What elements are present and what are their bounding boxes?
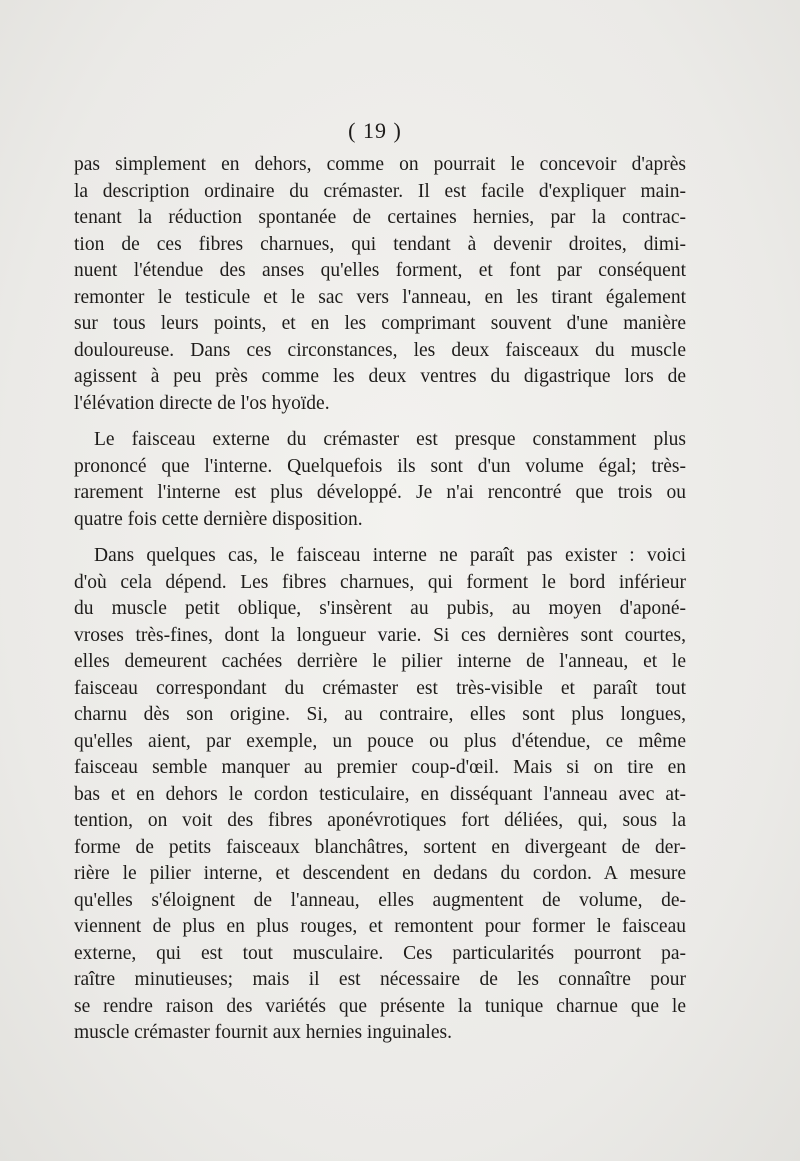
text-line: charnu dès son origine. Si, au contraire, elles sont plus longues, xyxy=(74,704,686,725)
text-line: sur tous leurs points, et en les comprimant souvent d'une manière xyxy=(74,313,686,334)
text-line: Dans quelques cas, le faisceau interne ne paraît pas exister : voici xyxy=(94,545,686,566)
paragraph-2 xyxy=(74,427,686,533)
text-line: qu'elles s'éloignent de l'anneau, elles augmentent de volume, de- xyxy=(74,889,686,911)
text-line: rière le pilier interne, et descendent en dedans du cordon. A mesure xyxy=(74,863,686,884)
text-line: elles demeurent cachées derrière le pilier interne de l'anneau, et le xyxy=(74,651,686,672)
text-line: tenant la réduction spontanée de certaines hernies, par la contrac- xyxy=(74,207,686,228)
text-line: tion de ces fibres charnues, qui tendant à devenir droites, dimi- xyxy=(74,233,686,255)
text-line: du muscle petit oblique, s'insèrent au pubis, au moyen d'aponé- xyxy=(74,598,686,619)
text-line: prononcé que l'interne. Quelquefois ils sont d'un volume égal; très- xyxy=(74,455,686,477)
text-line: se rendre raison des variétés que présente la tunique charnue que le xyxy=(74,995,686,1017)
text-line: rarement l'interne est plus développé. Je n'ai rencontré que trois ou xyxy=(74,482,686,503)
text-line: quatre fois cette dernière disposition. xyxy=(74,508,363,530)
text-line: remonter le testicule et le sac vers l'anneau, en les tirant également xyxy=(74,286,686,308)
text-line: muscle crémaster fournit aux hernies inguinales. xyxy=(74,1022,452,1043)
text-line: viennent de plus en plus rouges, et remontent pour former le faisceau xyxy=(74,916,686,937)
text-line: pas simplement en dehors, comme on pourrait le concevoir d'après xyxy=(74,154,686,175)
text-line: la description ordinaire du crémaster. Il est facile d'expliquer main- xyxy=(74,180,686,202)
text-line: externe, qui est tout musculaire. Ces particularités pourront pa- xyxy=(74,942,686,964)
text-line: faisceau semble manquer au premier coup-d'œil. Mais si on tire en xyxy=(74,757,686,778)
paragraph-1 xyxy=(74,152,686,417)
text-line: nuent l'étendue des anses qu'elles forment, et font par conséquent xyxy=(74,260,686,281)
body-text xyxy=(74,152,686,1047)
page-number: ( 19 ) xyxy=(348,118,402,143)
text-line: tention, on voit des fibres aponévrotiques fort déliées, qui, sous la xyxy=(74,810,686,831)
text-line: d'où cela dépend. Les fibres charnues, qui forment le bord inférieur xyxy=(74,571,686,593)
text-line: qu'elles aient, par exemple, un pouce ou plus d'étendue, ce même xyxy=(74,730,686,752)
text-line: l'élévation directe de l'os hyoïde. xyxy=(74,392,330,414)
text-line: faisceau correspondant du crémaster est très-visible et paraît tout xyxy=(74,677,686,699)
text-line: Le faisceau externe du crémaster est presque constamment plus xyxy=(94,429,686,450)
text-line: forme de petits faisceaux blanchâtres, sortent en divergeant de der- xyxy=(74,836,686,858)
text-line: vroses très-fines, dont la longueur varie. Si ces dernières sont courtes, xyxy=(74,624,686,646)
paragraph-3 xyxy=(74,543,686,1047)
text-line: raître minutieuses; mais il est nécessaire de les connaître pour xyxy=(74,969,686,990)
text-line: agissent à peu près comme les deux ventres du digastrique lors de xyxy=(74,366,686,387)
text-line: douloureuse. Dans ces circonstances, les deux faisceaux du muscle xyxy=(74,339,686,361)
text-line: bas et en dehors le cordon testiculaire, en disséquant l'anneau avec at- xyxy=(74,783,686,805)
